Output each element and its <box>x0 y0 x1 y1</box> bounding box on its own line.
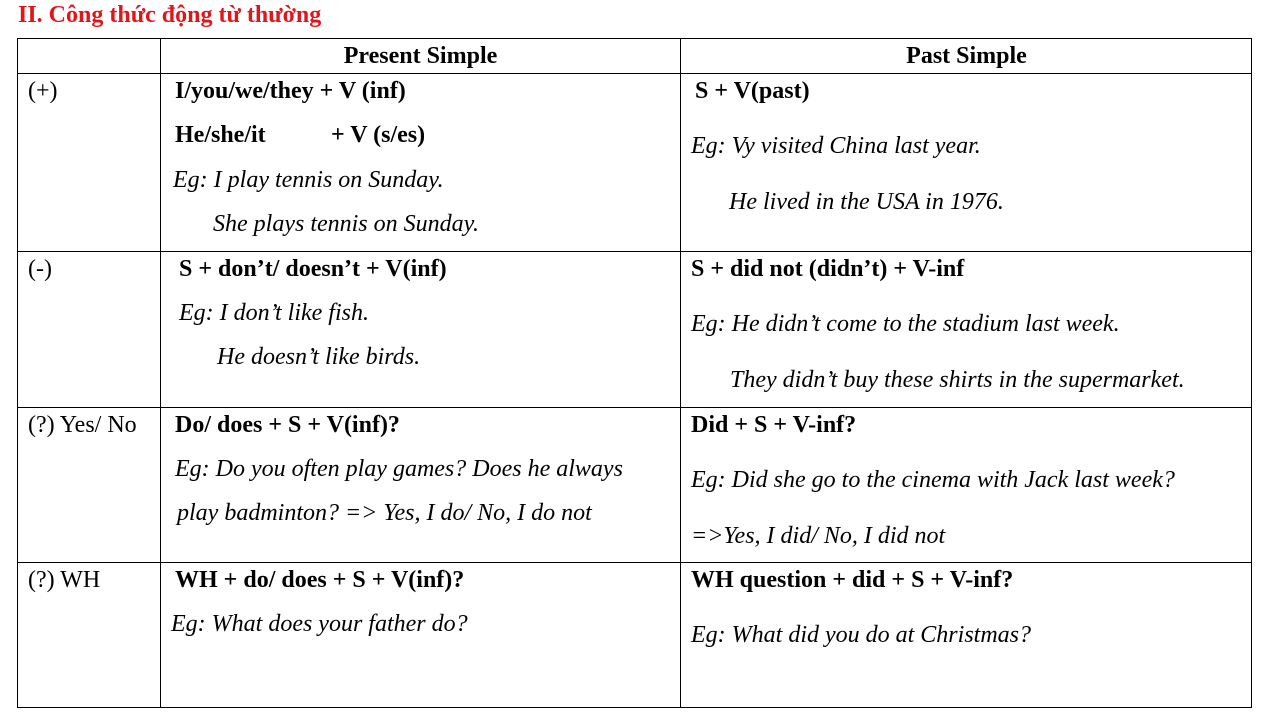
present-positive-formula-2-verb: + V (s/es) <box>331 122 426 148</box>
row-label-negative: (-) <box>28 256 52 282</box>
grammar-table <box>17 38 1252 708</box>
past-positive-example-2: He lived in the USA in 1976. <box>729 189 1004 215</box>
row-divider <box>18 562 1251 563</box>
present-negative-example-2: He doesn’t like birds. <box>217 344 421 370</box>
present-yes-no-formula: Do/ does + S + V(inf)? <box>175 412 400 438</box>
present-positive-formula-1: I/you/we/they + V (inf) <box>175 78 406 104</box>
present-negative-example-1: Eg: I don’t like fish. <box>179 300 369 326</box>
row-label-wh-question: (?) WH <box>28 567 101 593</box>
row-label-positive: (+) <box>28 78 58 104</box>
past-positive-formula: S + V(past) <box>695 78 810 104</box>
column-divider <box>160 39 161 707</box>
present-positive-formula-2-subject: He/she/it <box>175 122 266 148</box>
past-positive-example-1: Eg: Vy visited China last year. <box>691 133 981 159</box>
present-wh-example: Eg: What does your father do? <box>171 611 468 637</box>
past-wh-formula: WH question + did + S + V-inf? <box>691 567 1014 593</box>
present-negative-formula: S + don’t/ doesn’t + V(inf) <box>179 256 447 282</box>
past-yes-no-formula: Did + S + V-inf? <box>691 412 857 438</box>
present-positive-example-1: Eg: I play tennis on Sunday. <box>173 167 444 193</box>
past-yes-no-example-1: Eg: Did she go to the cinema with Jack last week? <box>691 467 1175 493</box>
past-yes-no-example-2: =>Yes, I did/ No, I did not <box>691 523 946 549</box>
past-negative-example-1: Eg: He didn’t come to the stadium last week. <box>691 311 1120 337</box>
present-yes-no-example-1: Eg: Do you often play games? Does he always <box>175 456 623 482</box>
row-divider <box>18 73 1251 74</box>
present-yes-no-example-2: play badminton? => Yes, I do/ No, I do not <box>177 500 592 526</box>
header-past-simple: Past Simple <box>906 43 1027 69</box>
present-wh-formula: WH + do/ does + S + V(inf)? <box>175 567 465 593</box>
present-positive-example-2: She plays tennis on Sunday. <box>213 211 479 237</box>
row-label-yes-no-question: (?) Yes/ No <box>28 412 137 438</box>
section-heading: II. Công thức động từ thường <box>18 2 322 28</box>
column-divider <box>680 39 681 707</box>
past-negative-example-2: They didn’t buy these shirts in the supermarket. <box>730 367 1185 393</box>
row-divider <box>18 407 1251 408</box>
header-present-simple: Present Simple <box>343 43 498 69</box>
past-wh-example: Eg: What did you do at Christmas? <box>691 622 1031 648</box>
row-divider <box>18 251 1251 252</box>
past-negative-formula: S + did not (didn’t) + V-inf <box>691 256 965 282</box>
